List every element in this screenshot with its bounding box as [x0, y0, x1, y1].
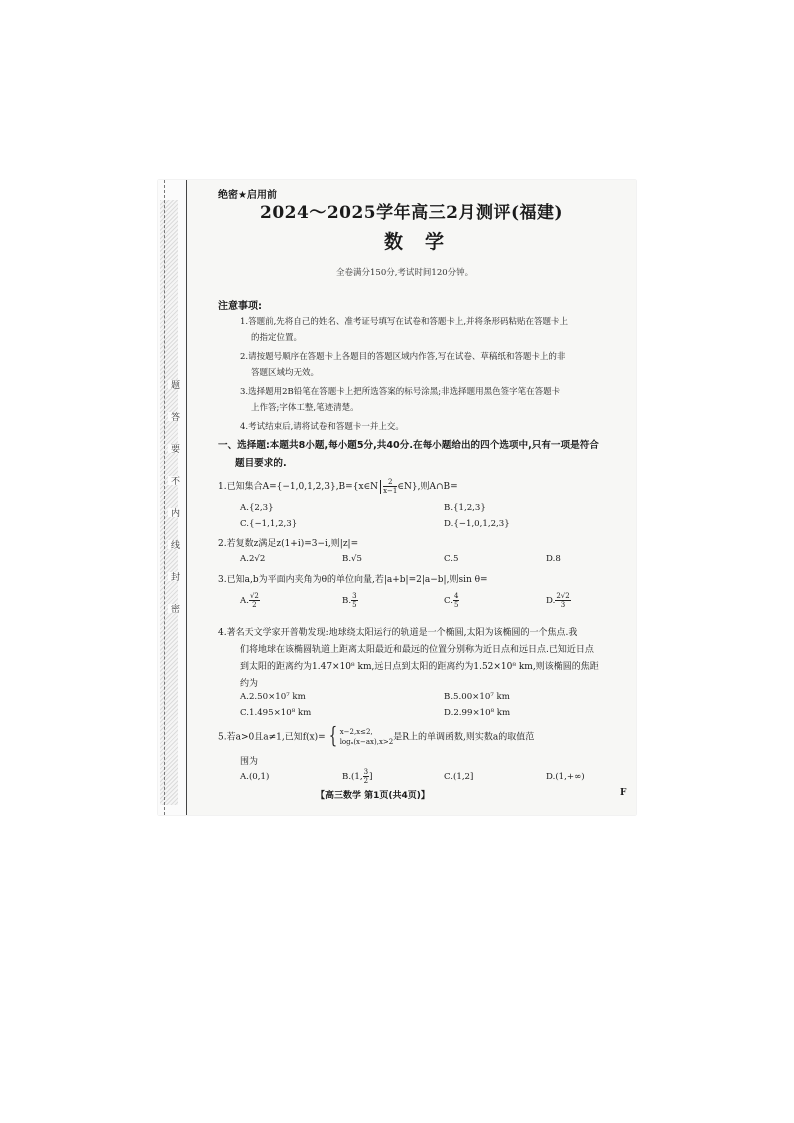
q1-fraction	[383, 478, 397, 495]
q1-option-b: B.{1,2,3}	[444, 503, 486, 513]
notice-line: 2.请按题号顺序在答题卡上各题目的答题区域内作答,写在试卷、草稿纸和答题卡上的非	[240, 352, 566, 362]
q5-b-close: ]	[369, 772, 373, 782]
q5-option-b	[342, 768, 372, 785]
confidential-mark: 绝密★启用前	[218, 190, 277, 201]
q3-d-label: D.	[546, 596, 556, 606]
q3-c-label: C.	[444, 596, 454, 606]
question-4-line-1: 4.著名天文学家开普勒发现:地球绕太阳运行的轨道是一个椭圆,太阳为该椭圆的一个焦点.我	[218, 628, 578, 638]
exam-title: 2024～2025学年高三2月测评(福建)	[260, 203, 564, 223]
q5-piece-1: x−2,x≤2,	[339, 728, 373, 736]
q5-option-d: D.(1,+∞)	[546, 772, 585, 782]
question-3: 3.已知a,b为平面内夹角为θ的单位向量,若|a+b|=2|a−b|,则sin θ=	[218, 575, 488, 585]
q3-option-c	[444, 592, 459, 609]
q3-b-label: B.	[342, 596, 352, 606]
q2-option-b: B.√5	[342, 554, 362, 564]
q1-frac-den: x−1	[383, 487, 398, 495]
binding-label: 要	[169, 444, 179, 453]
q3-c-num: 4	[454, 592, 459, 600]
q1-option-a: A.{2,3}	[240, 503, 274, 513]
section-heading: 一、选择题:本题共8小题,每小题5分,共40分.在每小题给出的四个选项中,只有一项是符合	[218, 440, 599, 451]
q3-a-num: √2	[249, 592, 259, 600]
exam-meta: 全卷满分150分,考试时间120分钟。	[336, 268, 474, 278]
binding-label: 内	[169, 508, 179, 517]
q3-a-den: 2	[252, 601, 257, 609]
q3-b-den: 5	[352, 601, 357, 609]
q5-option-c: C.(1,2]	[444, 772, 474, 782]
binding-seal-line	[164, 180, 165, 815]
binding-label: 不	[169, 476, 179, 485]
q3-d-fraction	[555, 592, 570, 609]
binding-margin	[158, 180, 187, 815]
page-footer: 【高三数学 第1页(共4页)】	[316, 791, 430, 801]
q4-option-b: B.5.00×10⁷ km	[444, 692, 510, 702]
q2-option-d: D.8	[546, 554, 561, 564]
q3-d-num: 2√2	[556, 592, 570, 600]
q3-c-fraction	[453, 592, 459, 609]
q1-option-c: C.{−1,1,2,3}	[240, 519, 298, 529]
q5-text-end: 是R上的单调函数,则实数a的取值范	[393, 732, 535, 743]
q5-text: 5.若a>0且a≠1,已知f(x)=	[218, 732, 326, 743]
notice-line: 1.答题前,先将自己的姓名、准考证号填写在试卷和答题卡上,并将条形码粘贴在答题卡上	[240, 317, 569, 327]
notice-line: 3.选择题用2B铅笔在答题卡上把所选答案的标号涂黑;非选择题用黑色签字笔在答题卡	[240, 387, 561, 397]
q5-b-label: B.(1,	[342, 772, 363, 782]
question-2: 2.若复数z满足z(1+i)=3−i,则|z|=	[218, 539, 359, 549]
q4-option-a: A.2.50×10⁷ km	[240, 692, 306, 702]
paper-code: F	[620, 788, 627, 798]
q3-option-b	[342, 592, 358, 609]
q1-text-end: ,则A∩B=	[417, 482, 458, 492]
q5-piecewise	[340, 727, 394, 747]
q2-option-a: A.2√2	[240, 554, 266, 564]
notice-line: 上作答;字体工整,笔迹清楚。	[251, 403, 359, 413]
q3-a-fraction	[249, 592, 260, 609]
q4-option-c: C.1.495×10⁸ km	[240, 708, 312, 718]
notice-line: 的指定位置。	[251, 333, 303, 343]
notice-heading: 注意事项:	[218, 301, 262, 312]
binding-label: 封	[169, 572, 179, 581]
notice-line: 答题区域均无效。	[251, 368, 320, 378]
q3-option-a	[240, 592, 260, 609]
q4-option-d: D.2.99×10⁸ km	[444, 708, 511, 718]
binding-label: 题	[169, 380, 179, 389]
question-4-line-3: 到太阳的距离约为1.47×10⁸ km,远日点到太阳的距离约为1.52×10⁸ km,则该椭圆的焦距	[240, 662, 599, 672]
q3-c-den: 5	[454, 601, 459, 609]
q5-piece-2: logₐ(x−ax),x>2	[339, 738, 394, 746]
q1-text: 1.已知集合A={−1,0,1,2,3},B=	[218, 482, 353, 492]
q1-set-close: ∈N}	[397, 482, 418, 492]
q5-option-a: A.(0,1)	[240, 772, 270, 782]
q3-option-d	[546, 592, 571, 609]
question-5-line-2: 围为	[240, 757, 259, 767]
binding-label: 密	[169, 604, 179, 613]
q5-b-den: 2	[363, 777, 369, 785]
q2-option-c: C.5	[444, 554, 459, 564]
q1-set-open: {x∈N	[352, 482, 379, 492]
q3-b-num: 3	[352, 592, 357, 600]
q1-frac-num: 2	[383, 478, 397, 487]
section-heading-cont: 题目要求的.	[235, 458, 287, 469]
binding-label: 线	[169, 540, 179, 549]
exam-content	[218, 180, 636, 815]
q1-option-d: D.{−1,0,1,2,3}	[444, 519, 510, 529]
subject-title: 数学	[384, 231, 467, 253]
question-1	[218, 478, 458, 495]
binding-label: 答	[169, 412, 179, 421]
question-4-line-2: 们将地球在该椭圆轨道上距离太阳最近和最远的位置分别称为近日点和远日点.已知近日点	[240, 645, 594, 655]
q3-b-fraction	[351, 592, 357, 609]
piecewise-brace: {	[328, 724, 337, 749]
q5-b-num: 3	[363, 768, 369, 776]
question-4-line-4: 约为	[240, 679, 259, 689]
binding-hatch	[160, 200, 178, 805]
q3-a-label: A.	[240, 596, 249, 606]
q3-d-den: 3	[560, 601, 566, 609]
notice-line: 4.考试结束后,请将试卷和答题卡一并上交。	[240, 422, 404, 432]
question-5	[218, 726, 534, 748]
scanned-exam-page	[158, 180, 636, 815]
